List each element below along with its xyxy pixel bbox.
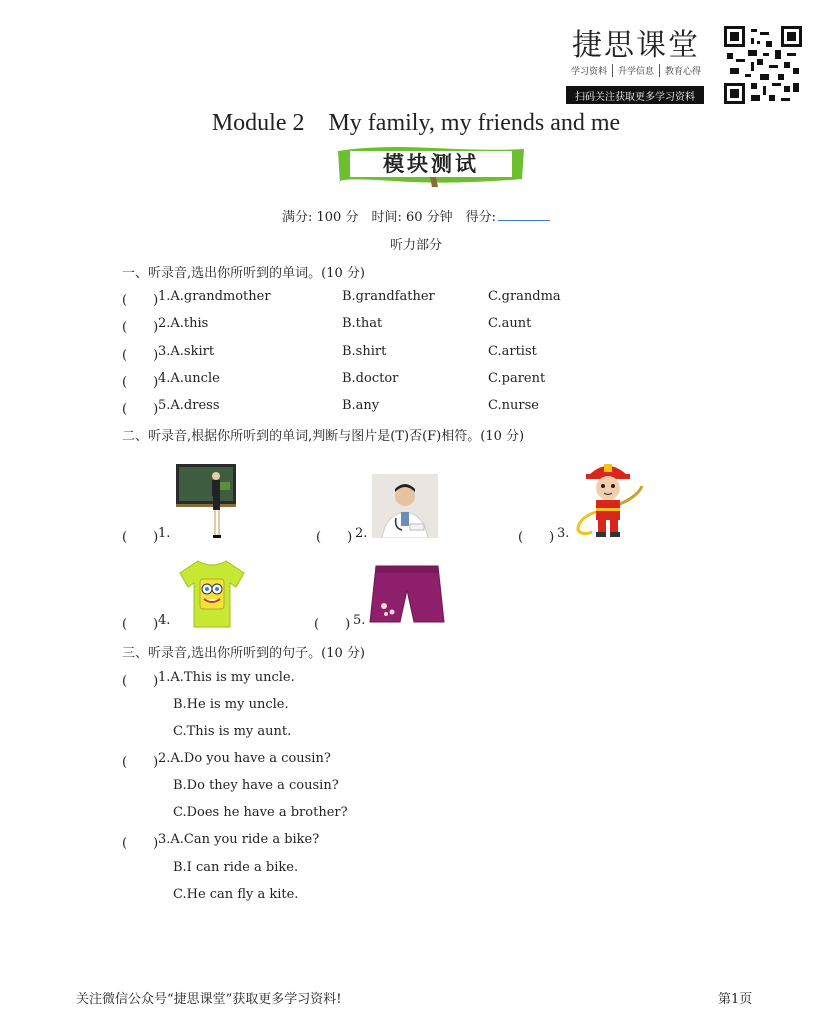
item-number: 3. [557, 526, 570, 541]
option-a: 5.A.dress [158, 398, 220, 413]
yellow-t-shirt-icon [178, 557, 246, 629]
option-b: B.doctor [342, 371, 399, 386]
item-number: 1. [158, 526, 171, 541]
option-b: B.any [342, 398, 380, 413]
qr-code-icon [724, 26, 802, 104]
answer-blank[interactable]: ( ) [122, 348, 159, 363]
brand-name: 捷思课堂 [572, 28, 700, 63]
brand-links [566, 64, 706, 77]
option-b: B.Do they have a cousin? [173, 778, 339, 793]
option-a: 2.A.Do you have a cousin? [158, 751, 331, 766]
answer-blank[interactable]: ( ) [122, 674, 159, 689]
option-b: B.shirt [342, 344, 387, 359]
firefighter-icon [572, 456, 644, 540]
option-b: B.grandfather [342, 289, 435, 304]
score-blank[interactable] [498, 220, 550, 221]
answer-blank[interactable]: ( ) [122, 293, 159, 308]
option-c: C.nurse [488, 398, 539, 413]
option-a: 3.A.Can you ride a bike? [158, 832, 320, 847]
section2-heading: 二、听录音,根据你所听到的单词,判断与图片是(T)否(F)相符。(10 分) [122, 429, 525, 444]
option-c: C.He can fly a kite. [173, 887, 299, 902]
list-item [122, 316, 722, 334]
answer-blank[interactable]: ( ) [122, 530, 159, 545]
brand-link: 教育心得 [665, 67, 702, 77]
page-number: 第1页 [718, 992, 753, 1007]
listening-heading: 听力部分 [389, 238, 442, 253]
answer-blank[interactable]: ( ) [518, 530, 555, 545]
option-c: C.parent [488, 371, 546, 386]
option-a: 4.A.uncle [158, 371, 220, 386]
list-item [122, 289, 722, 307]
option-a: 3.A.skirt [158, 344, 215, 359]
option-c: C.Does he have a brother? [173, 805, 348, 820]
option-b: B.I can ride a bike. [173, 860, 299, 875]
option-a: 2.A.this [158, 316, 209, 331]
footer-note: 关注微信公众号“捷思课堂”获取更多学习资料! [76, 992, 342, 1007]
list-item [122, 344, 722, 362]
option-b: B.He is my uncle. [173, 697, 289, 712]
answer-blank[interactable]: ( ) [122, 617, 159, 632]
brand-banner: 扫码关注获取更多学习资料 [566, 86, 704, 104]
brand-link: 学习资料 [566, 64, 613, 77]
option-c: C.This is my aunt. [173, 724, 292, 739]
answer-blank[interactable]: ( ) [122, 755, 159, 770]
doctor-icon [372, 474, 438, 538]
answer-blank[interactable]: ( ) [122, 375, 159, 390]
score-text: 满分: 100 分 时间: 60 分钟 得分: [281, 210, 497, 225]
page-title: Module 2 My family, my friends and me [211, 110, 621, 136]
answer-blank[interactable]: ( ) [314, 617, 351, 632]
answer-blank[interactable]: ( ) [316, 530, 353, 545]
brand-link: 升学信息 [613, 64, 660, 77]
item-number: 4. [158, 613, 171, 628]
option-c: C.aunt [488, 316, 532, 331]
answer-blank[interactable]: ( ) [122, 402, 159, 417]
option-a: 1.A.grandmother [158, 289, 271, 304]
option-c: C.artist [488, 344, 537, 359]
option-c: C.grandma [488, 289, 561, 304]
option-a: 1.A.This is my uncle. [158, 670, 295, 685]
score-line [0, 206, 832, 225]
item-number: 5. [353, 613, 366, 628]
section3-heading: 三、听录音,选出你所听到的句子。(10 分) [122, 646, 365, 661]
list-item [122, 398, 722, 416]
answer-blank[interactable]: ( ) [122, 836, 159, 851]
badge-label: 模块测试 [383, 152, 479, 176]
item-number: 2. [355, 526, 368, 541]
answer-blank[interactable]: ( ) [122, 320, 159, 335]
option-b: B.that [342, 316, 383, 331]
list-item [122, 371, 722, 389]
section1-heading: 一、听录音,选出你所听到的单词。(10 分) [122, 266, 365, 281]
teacher-at-blackboard-icon [172, 462, 240, 540]
purple-shorts-icon [368, 562, 446, 626]
